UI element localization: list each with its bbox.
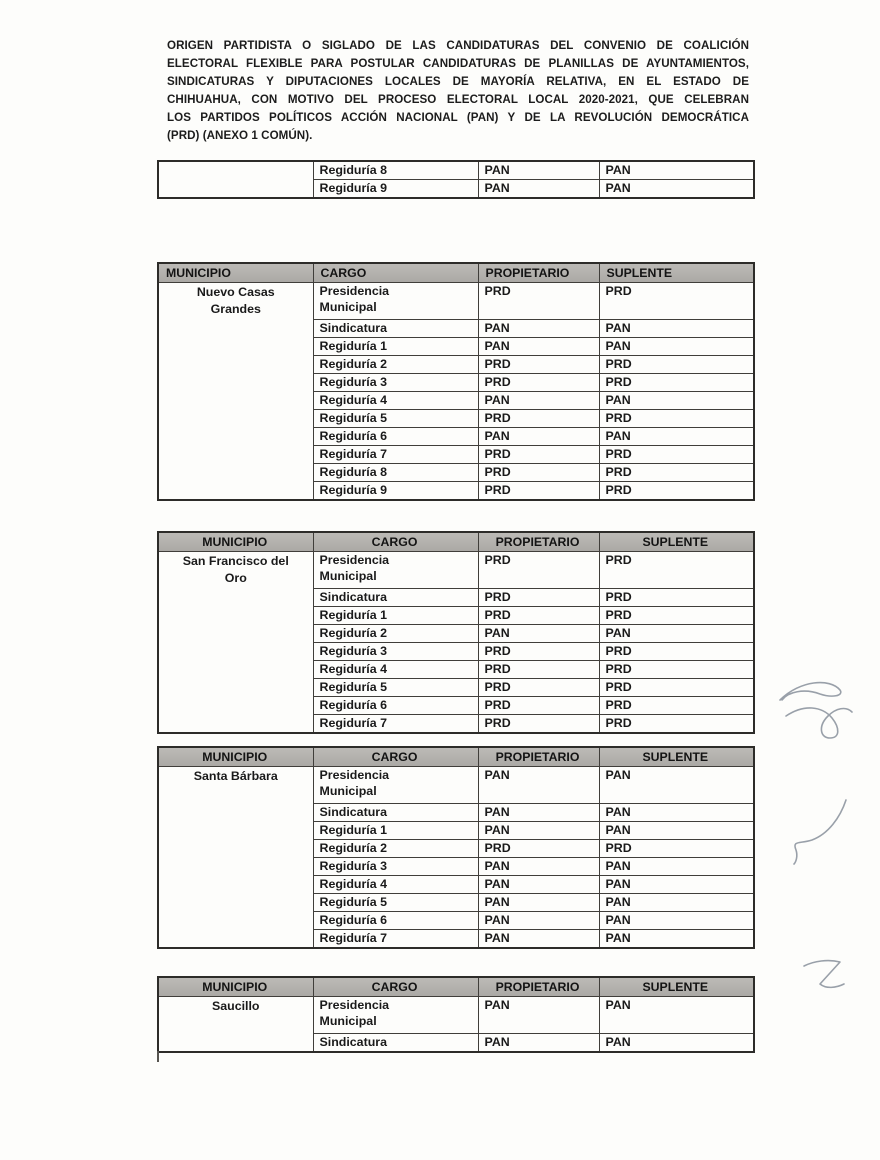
column-header: SUPLENTE (599, 532, 754, 552)
table-santa-barbara (157, 746, 755, 949)
cell-text: Regiduría 4 (319, 661, 387, 676)
table-row (158, 552, 754, 589)
cell-text: PAN (605, 912, 631, 927)
cell-text: Regiduría 2 (319, 840, 387, 855)
suplente-cell (599, 643, 754, 661)
cell-text: PAN (605, 930, 631, 945)
cell-text: Regiduría 2 (319, 356, 387, 371)
column-header: MUNICIPIO (158, 747, 313, 767)
cell-text: Regiduría 5 (319, 410, 387, 425)
municipio-cell (158, 767, 313, 949)
column-header: CARGO (313, 532, 478, 552)
propietario-cell (478, 894, 599, 912)
cargo-cell (313, 804, 478, 822)
data-table (157, 262, 755, 501)
column-header: PROPIETARIO (478, 977, 599, 997)
municipio-cell (158, 997, 313, 1053)
propietario-cell (478, 446, 599, 464)
cell-text: PRD (484, 697, 511, 712)
propietario-cell (478, 625, 599, 643)
propietario-cell (478, 840, 599, 858)
municipio-name: Santa Bárbara (193, 769, 278, 783)
suplente-cell (599, 464, 754, 482)
column-header: MUNICIPIO (158, 532, 313, 552)
cargo-cell (313, 894, 478, 912)
propietario-cell (478, 464, 599, 482)
cargo-cell (313, 428, 478, 446)
cell-text: PRD (605, 553, 632, 567)
propietario-cell (478, 589, 599, 607)
cell-text: PAN (484, 428, 510, 443)
cell-text: Regiduría 3 (319, 858, 387, 873)
table-row (158, 161, 754, 180)
header-row (158, 263, 754, 283)
propietario-cell (478, 697, 599, 715)
cargo-cell (313, 589, 478, 607)
cargo-cell (313, 464, 478, 482)
cargo-cell (313, 338, 478, 356)
cargo-cell (313, 180, 478, 199)
cell-text: Regiduría 6 (319, 697, 387, 712)
cell-text: Regiduría 9 (319, 180, 387, 195)
municipio-cell (158, 161, 313, 198)
column-header: MUNICIPIO (158, 977, 313, 997)
cell-text: PRD (484, 679, 511, 694)
propietario-cell (478, 607, 599, 625)
cell-text: PAN (605, 392, 631, 407)
cargo-cell (313, 715, 478, 734)
cell-text: PAN (605, 338, 631, 353)
propietario-cell (478, 180, 599, 199)
paragraph-line: SINDICATURAS Y DIPUTACIONES LOCALES DE MAYORÍA RELATIVA, EN EL ESTADO DE (167, 75, 749, 88)
cell-text: PRD (605, 464, 632, 479)
suplente-cell (599, 320, 754, 338)
cell-text: PRD (605, 410, 632, 425)
municipio-name: Saucillo (211, 999, 260, 1013)
cell-text: PAN (484, 894, 510, 909)
suplente-cell (599, 392, 754, 410)
suplente-cell (599, 876, 754, 894)
continuation-table (157, 160, 755, 199)
cell-text: PAN (484, 1034, 510, 1049)
cell-text: Regiduría 5 (319, 894, 387, 909)
cell-text: PAN (484, 180, 510, 195)
cell-text: PAN (484, 768, 510, 782)
suplente-cell (599, 930, 754, 949)
cell-text: Sindicatura (319, 320, 387, 335)
cell-text: Regiduría 2 (319, 625, 387, 640)
cell-text: Regiduría 6 (319, 428, 387, 443)
cargo-cell (313, 661, 478, 679)
cell-text: PAN (605, 998, 631, 1012)
pen-stroke (804, 961, 844, 988)
suplente-cell (599, 715, 754, 734)
propietario-cell (478, 356, 599, 374)
cell-text: PRD (605, 284, 632, 298)
pen-stroke (794, 800, 846, 864)
cell-text: PAN (484, 876, 510, 891)
data-table (157, 976, 755, 1053)
cell-text: Regiduría 3 (319, 374, 387, 389)
cargo-cell (313, 876, 478, 894)
cell-text: Regiduría 3 (319, 643, 387, 658)
municipio-name: Nuevo Casas Grandes (196, 285, 275, 316)
paragraph-line: ORIGEN PARTIDISTA O SIGLADO DE LAS CANDIDATURAS DEL CONVENIO DE COALICIÓN (167, 39, 749, 52)
propietario-cell (478, 410, 599, 428)
cell-text: Regiduría 8 (319, 162, 387, 177)
cell-text: PAN (484, 338, 510, 353)
cell-text: PAN (484, 392, 510, 407)
cargo-cell (313, 697, 478, 715)
cell-text: PAN (605, 1034, 631, 1049)
propietario-cell (478, 930, 599, 949)
cell-text: PRD (605, 643, 632, 658)
cargo-cell (313, 912, 478, 930)
suplente-cell (599, 767, 754, 804)
pen-stroke (780, 683, 841, 700)
handwritten-curved-check-mark (782, 792, 862, 872)
cell-text: PAN (484, 858, 510, 873)
pen-stroke (786, 708, 852, 738)
cell-text: Sindicatura (319, 804, 387, 819)
suplente-cell (599, 410, 754, 428)
cell-text: PAN (484, 162, 510, 177)
propietario-cell (478, 912, 599, 930)
paragraph-line: LOS PARTIDOS POLÍTICOS ACCIÓN NACIONAL (PAN) Y DE LA REVOLUCIÓN DEMOCRÁTICA (167, 111, 749, 124)
cell-text: PAN (605, 804, 631, 819)
cell-text: PRD (484, 840, 511, 855)
cargo-cell (313, 643, 478, 661)
suplente-cell (599, 446, 754, 464)
suplente-cell (599, 374, 754, 392)
suplente-cell (599, 858, 754, 876)
propietario-cell (478, 428, 599, 446)
document-title-paragraph (167, 37, 749, 145)
cell-text: Regiduría 7 (319, 715, 387, 730)
propietario-cell (478, 482, 599, 501)
propietario-cell (478, 320, 599, 338)
header-row (158, 532, 754, 552)
header-row (158, 977, 754, 997)
paragraph-line: ELECTORAL FLEXIBLE PARA POSTULAR CANDIDATURAS DE PLANILLAS DE AYUNTAMIENTOS, (167, 57, 749, 70)
cargo-cell (313, 446, 478, 464)
cell-text: Presidencia Municipal (319, 998, 390, 1028)
propietario-cell (478, 1034, 599, 1053)
propietario-cell (478, 767, 599, 804)
cell-text: PRD (605, 607, 632, 622)
cargo-cell (313, 679, 478, 697)
cell-text: PAN (484, 320, 510, 335)
table-nuevo-casas-grandes (157, 262, 755, 501)
cell-text: PRD (605, 446, 632, 461)
table-saucillo (157, 976, 755, 1053)
cell-text: Presidencia Municipal (319, 553, 390, 583)
column-header: CARGO (313, 977, 478, 997)
suplente-cell (599, 912, 754, 930)
cell-text: PAN (484, 822, 510, 837)
cargo-cell (313, 356, 478, 374)
column-header: PROPIETARIO (478, 532, 599, 552)
column-header: MUNICIPIO (158, 263, 313, 283)
column-header: CARGO (313, 747, 478, 767)
suplente-cell (599, 894, 754, 912)
cell-text: Sindicatura (319, 589, 387, 604)
cell-text: Presidencia Municipal (319, 768, 390, 798)
cargo-cell (313, 410, 478, 428)
suplente-cell (599, 552, 754, 589)
cargo-cell (313, 1034, 478, 1053)
cell-text: Regiduría 1 (319, 607, 387, 622)
cargo-cell (313, 607, 478, 625)
cell-text: PAN (605, 894, 631, 909)
cargo-cell (313, 625, 478, 643)
suplente-cell (599, 822, 754, 840)
column-header: SUPLENTE (599, 263, 754, 283)
data-table (157, 531, 755, 734)
suplente-cell (599, 428, 754, 446)
suplente-cell (599, 161, 754, 180)
cargo-cell (313, 822, 478, 840)
table-row (158, 997, 754, 1034)
propietario-cell (478, 679, 599, 697)
cargo-cell (313, 320, 478, 338)
cell-text: PAN (605, 162, 631, 177)
suplente-cell (599, 840, 754, 858)
propietario-cell (478, 715, 599, 734)
suplente-cell (599, 356, 754, 374)
table-san-francisco-del-oro (157, 531, 755, 734)
cell-text: PRD (605, 715, 632, 730)
cell-text: PRD (605, 589, 632, 604)
cargo-cell (313, 552, 478, 589)
cell-text: PRD (605, 482, 632, 497)
cell-text: PRD (484, 410, 511, 425)
column-header: SUPLENTE (599, 747, 754, 767)
cell-text: PRD (484, 607, 511, 622)
propietario-cell (478, 338, 599, 356)
suplente-cell (599, 589, 754, 607)
propietario-cell (478, 822, 599, 840)
cell-text: PAN (605, 180, 631, 195)
propietario-cell (478, 552, 599, 589)
propietario-cell (478, 661, 599, 679)
column-header: PROPIETARIO (478, 747, 599, 767)
cell-text: Regiduría 6 (319, 912, 387, 927)
cell-text: Regiduría 8 (319, 464, 387, 479)
suplente-cell (599, 997, 754, 1034)
cell-text: Sindicatura (319, 1034, 387, 1049)
propietario-cell (478, 161, 599, 180)
cargo-cell (313, 482, 478, 501)
cargo-cell (313, 161, 478, 180)
cell-text: PAN (605, 858, 631, 873)
cell-text: PRD (484, 374, 511, 389)
cell-text: PAN (605, 822, 631, 837)
cell-text: Regiduría 7 (319, 446, 387, 461)
suplente-cell (599, 180, 754, 199)
cargo-cell (313, 997, 478, 1034)
cell-text: Regiduría 4 (319, 876, 387, 891)
cell-text: PRD (605, 374, 632, 389)
cell-text: PAN (605, 428, 631, 443)
suplente-cell (599, 697, 754, 715)
data-table (157, 746, 755, 949)
cell-text: PRD (484, 464, 511, 479)
cell-text: PAN (605, 768, 631, 782)
propietario-cell (478, 876, 599, 894)
cell-text: PAN (484, 998, 510, 1012)
propietario-cell (478, 283, 599, 320)
propietario-cell (478, 374, 599, 392)
propietario-cell (478, 997, 599, 1034)
data-table (157, 160, 755, 199)
cell-text: Presidencia Municipal (319, 284, 390, 314)
cell-text: PRD (605, 356, 632, 371)
cell-text: PRD (484, 446, 511, 461)
handwritten-signature-scribble (768, 660, 878, 770)
cell-text: PAN (605, 876, 631, 891)
cargo-cell (313, 840, 478, 858)
suplente-cell (599, 607, 754, 625)
cell-text: PAN (484, 912, 510, 927)
suplente-cell (599, 661, 754, 679)
cell-text: PRD (605, 661, 632, 676)
cargo-cell (313, 930, 478, 949)
cell-text: Regiduría 9 (319, 482, 387, 497)
paragraph-line: (PRD) (ANEXO 1 COMÚN). (167, 129, 313, 142)
propietario-cell (478, 858, 599, 876)
cargo-cell (313, 767, 478, 804)
header-row (158, 747, 754, 767)
suplente-cell (599, 1034, 754, 1053)
suplente-cell (599, 482, 754, 501)
cell-text: PAN (484, 804, 510, 819)
paragraph-line: CHIHUAHUA, CON MOTIVO DEL PROCESO ELECTORAL LOCAL 2020-2021, QUE CELEBRAN (167, 93, 749, 106)
municipio-cell (158, 283, 313, 501)
cell-text: PRD (605, 697, 632, 712)
suplente-cell (599, 283, 754, 320)
cell-text: PAN (484, 930, 510, 945)
cell-text: PRD (605, 679, 632, 694)
cargo-cell (313, 392, 478, 410)
suplente-cell (599, 679, 754, 697)
municipio-cell (158, 552, 313, 734)
cell-text: Regiduría 7 (319, 930, 387, 945)
table-row (158, 767, 754, 804)
cell-text: PRD (484, 482, 511, 497)
column-header: PROPIETARIO (478, 263, 599, 283)
propietario-cell (478, 643, 599, 661)
cargo-cell (313, 858, 478, 876)
cell-text: PAN (484, 625, 510, 640)
cell-text: Regiduría 4 (319, 392, 387, 407)
suplente-cell (599, 804, 754, 822)
municipio-name: San Francisco del Oro (182, 554, 289, 585)
cell-text: PRD (484, 661, 511, 676)
cell-text: Regiduría 1 (319, 338, 387, 353)
cell-text: Regiduría 5 (319, 679, 387, 694)
handwritten-z-shaped-mark (792, 950, 862, 1005)
propietario-cell (478, 392, 599, 410)
column-header: SUPLENTE (599, 977, 754, 997)
suplente-cell (599, 338, 754, 356)
cell-text: Regiduría 1 (319, 822, 387, 837)
suplente-cell (599, 625, 754, 643)
cell-text: PRD (484, 643, 511, 658)
cargo-cell (313, 374, 478, 392)
table-row (158, 283, 754, 320)
cell-text: PRD (484, 553, 511, 567)
table-continuation-stub (157, 1051, 159, 1062)
cell-text: PAN (605, 625, 631, 640)
column-header: CARGO (313, 263, 478, 283)
cell-text: PRD (484, 715, 511, 730)
cell-text: PRD (484, 589, 511, 604)
cell-text: PRD (484, 284, 511, 298)
cargo-cell (313, 283, 478, 320)
cell-text: PAN (605, 320, 631, 335)
cell-text: PRD (484, 356, 511, 371)
propietario-cell (478, 804, 599, 822)
cell-text: PRD (605, 840, 632, 855)
